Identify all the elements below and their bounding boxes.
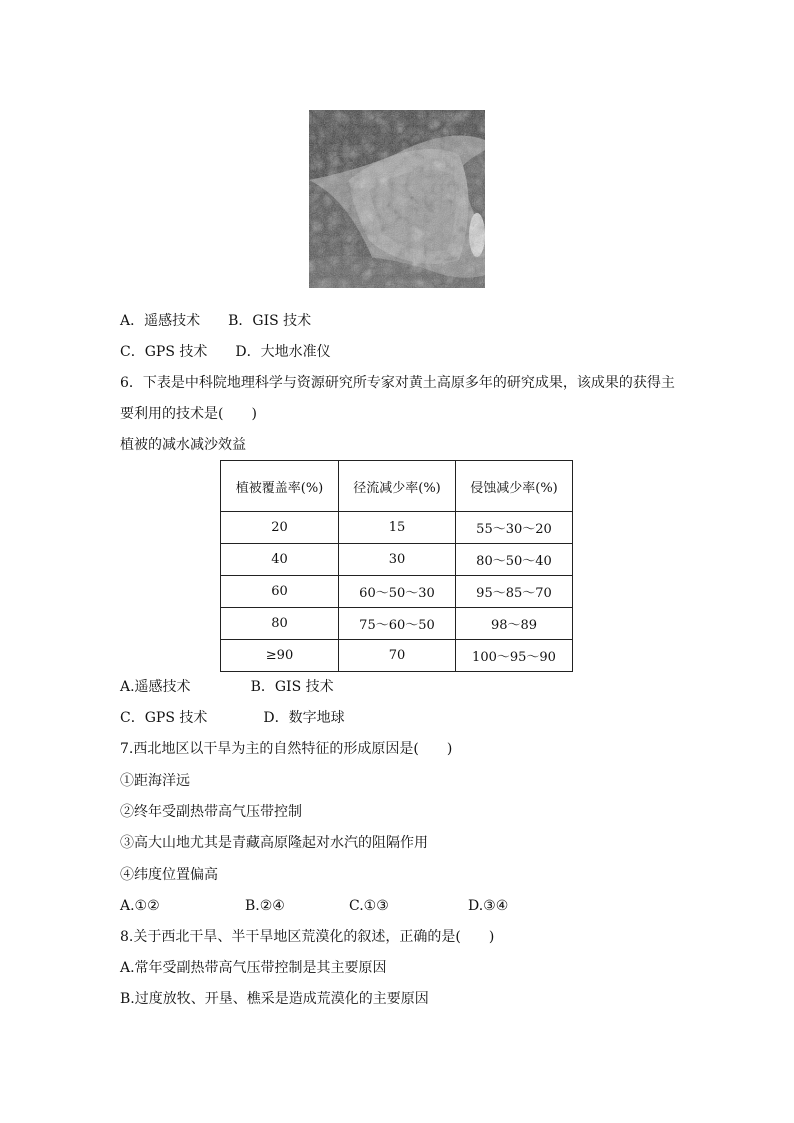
q5-option-b: B．GIS 技术 xyxy=(228,313,312,329)
table-cell: 30 xyxy=(339,544,456,576)
table-cell: 95～85～70 xyxy=(456,576,573,608)
q8-option-a: A.常年受副热带高气压带控制是其主要原因 xyxy=(120,960,387,976)
q7-item-2: ②终年受副热带高气压带控制 xyxy=(120,804,302,820)
table-cell: ≥90 xyxy=(221,640,339,672)
table-row xyxy=(221,544,573,576)
q7-stem: 7.西北地区以干旱为主的自然特征的形成原因是( ) xyxy=(120,741,453,757)
q5-option-a: A．遥感技术 xyxy=(120,313,201,329)
q7-option-a: A.①② xyxy=(120,898,160,914)
table-cell: 20 xyxy=(221,512,339,544)
table-header-cell: 侵蚀减少率(%) xyxy=(456,461,573,512)
q7-option-d: D.③④ xyxy=(468,898,509,914)
q6-option-a: A.遥感技术 xyxy=(120,679,191,695)
table-cell: 70 xyxy=(339,640,456,672)
q7-item-3: ③高大山地尤其是青藏高原隆起对水汽的阻隔作用 xyxy=(120,835,428,851)
table-cell: 80 xyxy=(221,608,339,640)
q6-options-row-1 xyxy=(120,678,334,696)
table-cell: 100～95～90 xyxy=(456,640,573,672)
table-cell: 60 xyxy=(221,576,339,608)
table-cell: 15 xyxy=(339,512,456,544)
q5-option-d: D．大地水准仪 xyxy=(235,344,331,360)
table-row xyxy=(221,512,573,544)
q5-options-row-2 xyxy=(120,343,331,361)
q7-item-4: ④纬度位置偏高 xyxy=(120,867,218,883)
q8-option-b: B.过度放牧、开垦、樵采是造成荒漠化的主要原因 xyxy=(120,991,429,1007)
vegetation-benefit-table xyxy=(220,460,573,672)
q5-option-c: C．GPS 技术 xyxy=(120,344,208,360)
q7-item-1: ①距海洋远 xyxy=(120,773,190,789)
q6-table-title: 植被的减水减沙效益 xyxy=(120,437,246,453)
q6-option-c: C．GPS 技术 xyxy=(120,710,208,726)
table-row xyxy=(221,640,573,672)
q6-option-d: D．数字地球 xyxy=(263,710,345,726)
satellite-image xyxy=(309,110,485,288)
table-header-row xyxy=(221,461,573,512)
table-header-cell: 植被覆盖率(%) xyxy=(221,461,339,512)
q5-options-row-1 xyxy=(120,312,311,330)
table-header-cell: 径流减少率(%) xyxy=(339,461,456,512)
q7-option-c: C.①③ xyxy=(349,898,389,914)
table-cell: 75～60～50 xyxy=(339,608,456,640)
table-cell: 40 xyxy=(221,544,339,576)
table-cell: 55～30～20 xyxy=(456,512,573,544)
table-cell: 80～50～40 xyxy=(456,544,573,576)
q6-options-row-2 xyxy=(120,709,345,727)
table-row xyxy=(221,576,573,608)
q6-stem-line-2: 要利用的技术是( ) xyxy=(120,406,257,422)
q6-stem-line-1: 6．下表是中科院地理科学与资源研究所专家对黄土高原多年的研究成果，该成果的获得主 xyxy=(120,375,675,391)
q7-option-b: B.②④ xyxy=(245,898,285,914)
table-row xyxy=(221,608,573,640)
table-cell: 98～89 xyxy=(456,608,573,640)
table-cell: 60～50～30 xyxy=(339,576,456,608)
q8-stem: 8.关于西北干旱、半干旱地区荒漠化的叙述，正确的是( ) xyxy=(120,929,495,945)
q6-option-b: B．GIS 技术 xyxy=(250,679,334,695)
